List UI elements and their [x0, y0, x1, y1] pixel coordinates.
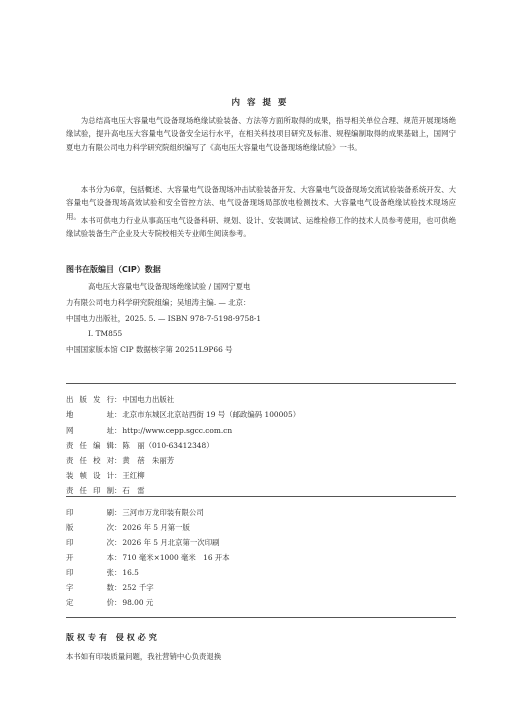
publish-info-row: 网址：http://www.cepp.sgcc.com.cn: [66, 426, 233, 435]
info-value: 黄 蓓 朱丽芳: [122, 456, 175, 465]
info-label: 装帧设计: [66, 471, 114, 480]
publish-info-row: 出版发行：中国电力出版社: [66, 395, 175, 404]
info-label: 印次: [66, 538, 114, 547]
print-info-row: 定价：98.00 元: [66, 598, 154, 607]
cip-line: 高电压大容量电气设备现场绝缘试验 / 国网宁夏电: [88, 282, 251, 291]
print-info-row: 字数：252 千字: [66, 583, 154, 592]
divider: [66, 496, 456, 497]
info-label: 网址: [66, 426, 114, 435]
summary-paragraph: 为总结高电压大容量电气设备现场绝缘试验装备、方法等方面所取得的成果，指导相关单位合理、规范开展现场绝缘试验，提升高电压大容量电气设备安全运行水平，在相关科技项目研究及标准、规程编制取得的成果基础上，国网宁夏电力有限公司电力科学研究院组织编写了《高电压大容量电气设备现场绝缘试验》一书。: [66, 116, 456, 152]
info-value: 710 毫米×1000 毫米 16 开本: [122, 553, 230, 562]
info-label: 定价: [66, 598, 114, 607]
website-link[interactable]: http://www.cepp.sgcc.com.cn: [122, 426, 233, 435]
print-info-row: 印刷：三河市万龙印装有限公司: [66, 508, 204, 517]
publish-info-row: 责任编辑：陈 丽（010-63412348）: [66, 441, 214, 450]
info-label: 责任编辑: [66, 441, 114, 450]
summary-paragraph: 本书分为6章，包括概述、大容量电气设备现场冲击试验装备开发、大容量电气设备现场交流试验装备系统开发、大容量电气设备现场高效试验和安全管控方法、电气设备现场局部放电检测技术、大容量电气设备绝缘试验技术现场应用。: [66, 185, 456, 221]
info-value: 2026 年 5 月第一版: [122, 523, 190, 532]
info-value: 北京市东城区北京站西街 19 号（邮政编码 100005）: [122, 410, 301, 419]
publish-info-row: 装帧设计：王红柳: [66, 471, 145, 480]
info-value: 陈 丽（010-63412348）: [122, 441, 214, 450]
summary-title: 内 容 提 要: [231, 98, 289, 108]
info-label: 责任校对: [66, 456, 114, 465]
info-value: 2026 年 5 月北京第一次印刷: [122, 538, 220, 547]
cip-line: Ⅰ. TM855: [88, 329, 123, 338]
info-value: 石 雷: [122, 486, 145, 495]
info-value: 王红柳: [122, 471, 145, 480]
info-label: 出版发行: [66, 395, 114, 404]
info-value: 中国电力出版社: [122, 395, 175, 404]
print-info-row: 印次：2026 年 5 月北京第一次印刷: [66, 538, 220, 547]
copyright-notice: 本书如有印装质量问题，我社营销中心负责退换: [66, 652, 222, 661]
info-value: 98.00 元: [122, 598, 154, 607]
publish-info-row: 责任印制：石 雷: [66, 486, 145, 495]
print-info-row: 开本：710 毫米×1000 毫米 16 开本: [66, 553, 230, 562]
info-label: 字数: [66, 583, 114, 592]
cip-title: 图书在版编目（CIP）数据: [66, 265, 161, 274]
print-info-row: 版次：2026 年 5 月第一版: [66, 523, 190, 532]
summary-paragraph: 本书可供电力行业从事高压电气设备科研、规划、设计、安装调试、运维检修工作的技术人员参考使用，也可供绝缘试验装备生产企业及大专院校相关专业师生阅读参考。: [66, 216, 456, 239]
info-value: 252 千字: [122, 583, 154, 592]
info-label: 印张: [66, 568, 114, 577]
info-label: 地址: [66, 410, 114, 419]
divider: [66, 617, 456, 618]
divider: [66, 383, 456, 384]
cip-line: 中国国家版本馆 CIP 数据核字第 20251L9P66 号: [66, 345, 233, 354]
info-label: 开本: [66, 553, 114, 562]
cip-line: 中国电力出版社，2025. 5. — ISBN 978-7-5198-9758-1: [66, 314, 262, 323]
info-label: 版次: [66, 523, 114, 532]
info-label: 责任印制: [66, 486, 114, 495]
info-value: 三河市万龙印装有限公司: [122, 508, 204, 517]
publish-info-row: 地址：北京市东城区北京站西街 19 号（邮政编码 100005）: [66, 410, 301, 419]
copyright-title: 版权专有 侵权必究: [66, 633, 160, 642]
info-value: 16.5: [122, 568, 139, 577]
info-label: 印刷: [66, 508, 114, 517]
print-info-row: 印张：16.5: [66, 568, 139, 577]
publish-info-row: 责任校对：黄 蓓 朱丽芳: [66, 456, 175, 465]
cip-line: 力有限公司电力科学研究院组编；吴旭涛主编. — 北京：: [66, 298, 251, 307]
